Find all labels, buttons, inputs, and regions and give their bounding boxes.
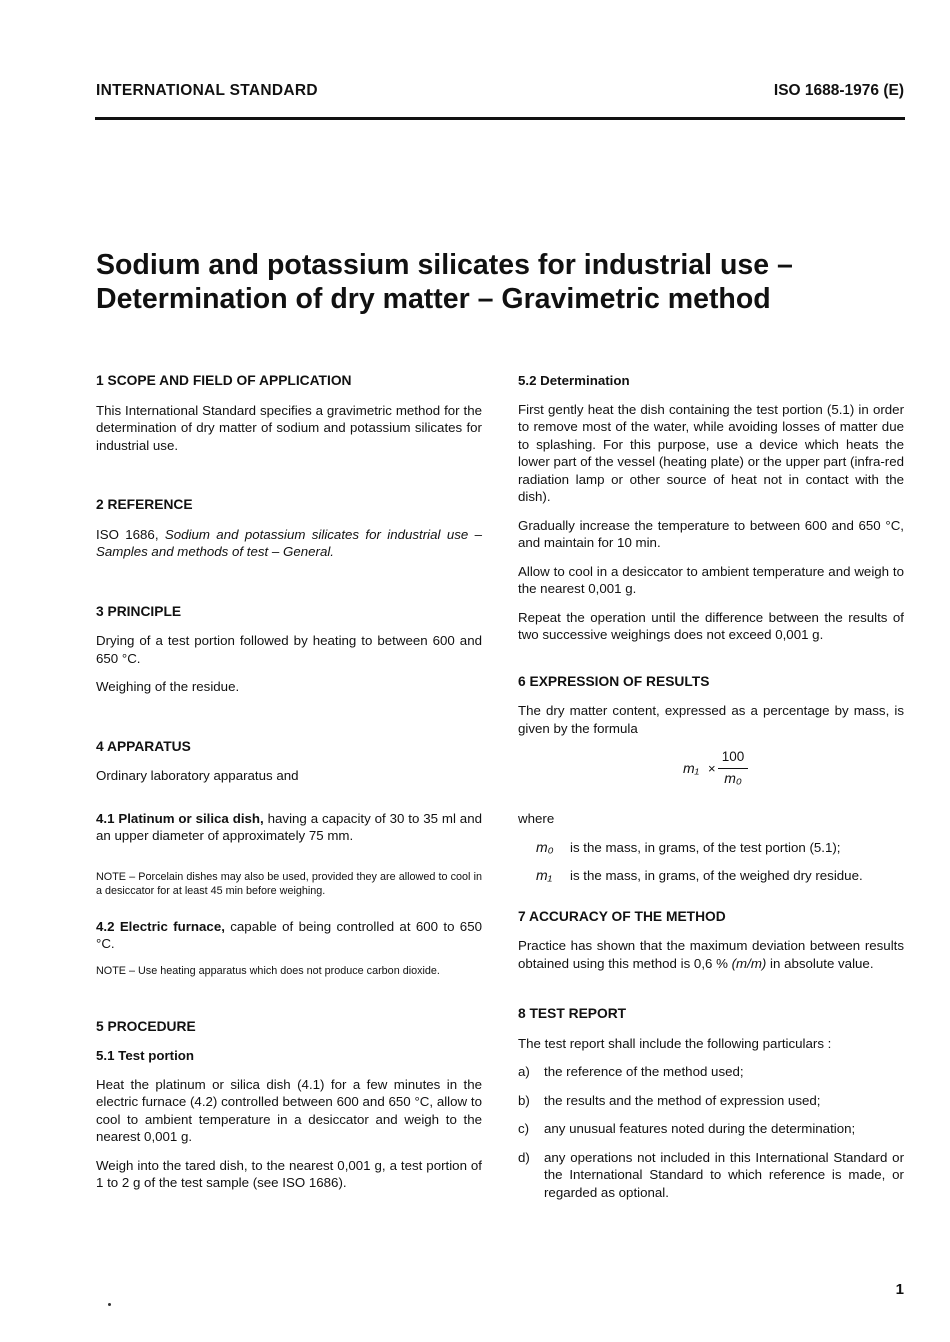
formula-where: where (518, 811, 555, 826)
formula-times: × (708, 761, 716, 776)
section-5-2-paragraph-1: First gently heat the dish containing the test portion (5.1) in order to remove most of the water, while avoiding losses of matter due to splashing. For this purpose, use a device which heats the lower part of the vessel (heating plate) or the upper part (infra-red radiation lamp or other source of heat not in contact with the dish). (518, 401, 904, 504)
section-7-heading: 7 ACCURACY OF THE METHOD (518, 908, 726, 924)
item-4-1 (96, 810, 482, 845)
note-heating-apparatus: NOTE – Use heating apparatus which does not produce carbon dioxide. (96, 964, 440, 977)
title-line-2: Determination of dry matter – Gravimetric method (96, 283, 771, 315)
definition-m1-text: is the mass, in grams, of the weighed dry residue. (570, 868, 863, 883)
dry-matter-formula (518, 748, 904, 796)
section-1-heading: 1 SCOPE AND FIELD OF APPLICATION (96, 373, 352, 388)
header-standard-number: ISO 1688-1976 (E) (773, 82, 904, 99)
section-4-heading: 4 APPARATUS (96, 738, 191, 754)
section-3-heading: 3 PRINCIPLE (96, 603, 182, 619)
formula-m1: m₁ (683, 760, 700, 776)
list-item (518, 1092, 904, 1110)
section-7-text-b: in absolute value. (766, 955, 874, 971)
section-3-paragraph-2: Weighing of the residue. (96, 679, 240, 694)
section-3-paragraph-1: Drying of a test portion followed by heating to between 600 and 650 °C. (96, 633, 482, 666)
header-standard-type: INTERNATIONAL STANDARD (96, 82, 318, 99)
section-2-heading: 2 REFERENCE (96, 497, 193, 512)
left-column (96, 372, 482, 1203)
section-5-1-paragraph-2: Weigh into the tared dish, to the nearest 0,001 g, a test portion of 1 to 2 g of the test sample (see ISO 1686). (96, 1157, 482, 1190)
item-4-2-label: 4.2 Electric furnace, (96, 918, 225, 934)
formula-denominator: m₀ (724, 769, 742, 786)
title-line-1: Sodium and potassium silicates for industrial use – (96, 249, 793, 281)
formula-definitions (536, 839, 904, 885)
list-item-text: any unusual features noted during the determination; (544, 1121, 856, 1136)
document-title (96, 248, 896, 316)
definition-m0-text: is the mass, in grams, of the test portion (5.1); (570, 839, 841, 855)
reference-number: ISO 1686, (96, 526, 165, 542)
section-7-unit: (m/m) (731, 955, 767, 971)
section-7-text-a: Practice has shown that the maximum deviation between results obtained using this method is 0,6 % (518, 938, 904, 971)
list-item-label: c) (518, 1121, 530, 1136)
section-6-intro: The dry matter content, expressed as a percentage by mass, is given by the formula (518, 703, 904, 736)
list-item-text: the reference of the method used; (544, 1064, 744, 1079)
list-item (518, 1063, 904, 1081)
definition-m0 (536, 839, 904, 857)
formula-numerator: 100 (718, 748, 748, 769)
section-6-heading: 6 EXPRESSION OF RESULTS (518, 673, 710, 689)
header-rule (95, 117, 905, 120)
test-report-list (518, 1063, 904, 1201)
list-item-text: the results and the method of expression used; (544, 1092, 821, 1108)
item-4-2-text: capable of being controlled at 600 to 650 °C. (96, 918, 482, 951)
note-porcelain: NOTE – Porcelain dishes may also be used, provided they are allowed to cool in a desiccator for at least 45 min before weighing. (96, 870, 482, 897)
scan-speck (108, 1303, 111, 1306)
list-item (518, 1120, 904, 1138)
reference-title: Sodium and potassium silicates for industrial use – Samples and methods of test – General. (96, 526, 482, 559)
list-item-label: d) (518, 1149, 530, 1165)
item-4-1-text: having a capacity of 30 to 35 ml and an upper diameter of approximately 75 mm. (96, 810, 482, 843)
definition-m0-symbol: m₀ (536, 838, 554, 855)
section-8-heading: 8 TEST REPORT (518, 1006, 627, 1021)
section-5-1-heading: 5.1 Test portion (96, 1048, 195, 1063)
section-4-intro: Ordinary laboratory apparatus and (96, 768, 299, 783)
section-5-2-heading: 5.2 Determination (518, 373, 630, 388)
right-column (518, 372, 904, 1212)
definition-m1-symbol: m₁ (536, 867, 553, 883)
section-5-2-paragraph-3: Allow to cool in a desiccator to ambient temperature and weigh to the nearest 0,001 g. (518, 563, 904, 596)
section-7-text (518, 937, 904, 972)
formula-fraction (718, 748, 748, 787)
section-2-reference (96, 526, 482, 561)
item-4-2 (96, 918, 482, 953)
section-5-2-paragraph-4: Repeat the operation until the difference between the results of two successive weighings does not exceed 0,001 g. (518, 609, 904, 642)
list-item-label: b) (518, 1092, 530, 1108)
section-5-2-paragraph-2: Gradually increase the temperature to between 600 and 650 °C, and maintain for 10 min. (518, 517, 904, 550)
list-item (518, 1149, 904, 1202)
section-8-intro: The test report shall include the following particulars : (518, 1035, 832, 1051)
list-item-text: any operations not included in this International Standard or the International Standard to which reference is made, or regarded as optional. (544, 1149, 904, 1200)
section-1-text: This International Standard specifies a gravimetric method for the determination of dry matter of sodium and potassium silicates for industrial use. (96, 402, 482, 453)
item-4-1-label: 4.1 Platinum or silica dish, (96, 810, 264, 826)
definition-m1 (536, 867, 904, 885)
section-5-1-paragraph-1: Heat the platinum or silica dish (4.1) for a few minutes in the electric furnace (4.2) controlled between 600 and 650 °C, allow to cool to ambient temperature in a desiccator and weigh to the nearest 0,001 g. (96, 1076, 482, 1144)
page-number: 1 (895, 1281, 904, 1298)
list-item-label: a) (518, 1064, 530, 1079)
section-5-heading: 5 PROCEDURE (96, 1018, 196, 1034)
